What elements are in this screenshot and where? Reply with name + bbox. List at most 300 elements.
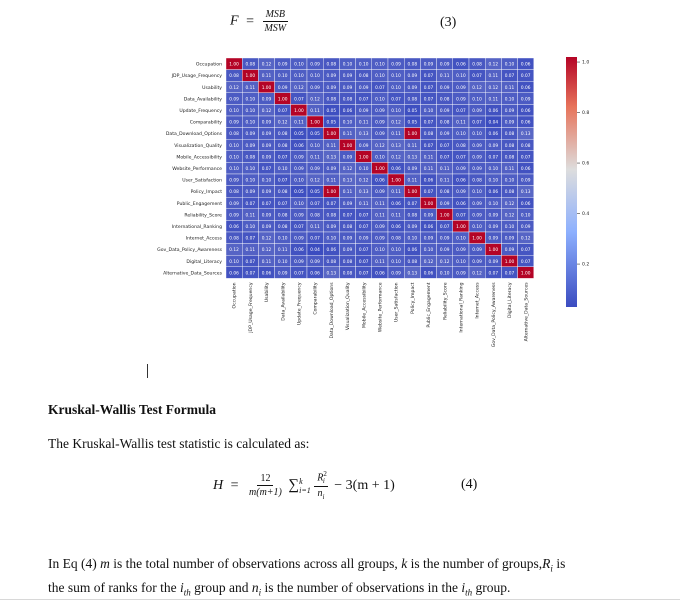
heatmap-cell-label: 0.06 — [423, 225, 434, 230]
heatmap-cell-label: 0.07 — [472, 120, 482, 126]
heatmap-cell-label: 0.10 — [245, 97, 256, 103]
heatmap-cell-label: 0.12 — [310, 97, 320, 103]
heatmap-cell-label: 0.10 — [520, 213, 531, 219]
heatmap-cell-label: 0.08 — [326, 97, 337, 103]
heatmap-cell-label: 0.11 — [375, 201, 385, 207]
heatmap-cell-label: 0.10 — [391, 74, 401, 80]
heatmap-cell-label: 0.10 — [261, 178, 272, 184]
heatmap-cell-label: 0.09 — [504, 120, 515, 126]
text-segment: group. — [472, 580, 511, 595]
heatmap-cell-label: 0.09 — [326, 225, 337, 230]
x-tick-label: Mobile_Accessibility — [362, 282, 368, 329]
heatmap-cell-label: 0.13 — [407, 155, 418, 161]
heatmap-cell-label: 0.09 — [358, 85, 369, 91]
heatmap-cell-label: 0.07 — [245, 259, 256, 265]
heatmap-cell-label: 0.08 — [342, 259, 353, 265]
heatmap-cell-label: 0.06 — [520, 62, 531, 68]
eq4-term-n: n — [317, 488, 323, 500]
heatmap-cell-label: 0.09 — [456, 85, 466, 91]
heatmap-cell-label: 0.11 — [391, 132, 401, 138]
explanation-line-2 — [48, 580, 510, 598]
heatmap-cell-label: 0.10 — [504, 225, 515, 230]
heatmap-cell-label: 0.09 — [375, 236, 385, 242]
heatmap-cell-label: 0.10 — [326, 236, 337, 242]
heatmap-cell-label: 0.10 — [229, 167, 239, 172]
heatmap-cell-label: 0.10 — [488, 201, 499, 207]
heatmap-cell-label: 0.12 — [472, 271, 482, 277]
y-tick-label: Occupation — [195, 62, 222, 68]
heatmap-cell-label: 0.07 — [310, 236, 320, 242]
heatmap-cell-label: 0.06 — [488, 132, 499, 138]
var-i: i — [461, 580, 466, 595]
section-heading: Kruskal-Wallis Test Formula — [48, 402, 217, 417]
heatmap-cell-label: 0.09 — [245, 143, 256, 149]
heatmap-cell-label: 0.06 — [456, 178, 466, 184]
heatmap-cell-label: 0.09 — [294, 155, 304, 161]
heatmap-cell-label: 0.12 — [488, 62, 499, 68]
heatmap-cell-label: 0.09 — [407, 225, 418, 230]
heatmap-cell-label: 0.11 — [294, 120, 304, 126]
eq3-lhs: F — [230, 13, 239, 29]
heatmap-cell-label: 0.06 — [229, 225, 239, 230]
heatmap-cell-label: 0.06 — [520, 120, 531, 126]
heatmap-cell-label: 0.13 — [358, 132, 369, 138]
heatmap-cell-label: 0.10 — [310, 143, 320, 149]
text-segment: the sum of ranks for the — [48, 580, 180, 595]
heatmap-cell-label: 0.08 — [407, 259, 418, 265]
heatmap-cell-label: 0.07 — [310, 201, 320, 207]
colorbar — [566, 57, 577, 307]
heatmap-cell-label: 0.09 — [439, 62, 450, 68]
heatmap-cell-label: 0.06 — [520, 109, 531, 114]
heatmap-cell-label: 0.09 — [472, 259, 482, 265]
x-tick-label: Alternative_Data_Sources — [524, 282, 530, 342]
heatmap-cell-label: 1.00 — [294, 109, 304, 114]
heatmap-cell-label: 0.11 — [504, 85, 515, 91]
heatmap-cell-label: 0.10 — [456, 236, 466, 242]
heatmap-cell-label: 0.10 — [472, 225, 482, 230]
heatmap-cell-label: 0.09 — [261, 132, 272, 138]
heatmap-cell-label: 0.10 — [310, 74, 320, 80]
heatmap-cell-label: 1.00 — [326, 190, 337, 196]
heatmap-cell-label: 0.09 — [504, 236, 515, 242]
heatmap-cell-label: 0.09 — [407, 74, 418, 80]
heatmap-cell-label: 0.10 — [229, 109, 239, 114]
heatmap-cell-label: 0.08 — [407, 97, 418, 103]
heatmap-cell-label: 0.10 — [277, 167, 288, 172]
heatmap-cell-label: 0.07 — [439, 225, 450, 230]
x-tick-label: Data_Availability — [281, 282, 287, 321]
heatmap-cell-label: 0.06 — [342, 109, 353, 114]
y-tick-label: Alternative_Data_Sources — [163, 271, 222, 277]
heatmap-cell-label: 0.09 — [229, 97, 239, 103]
x-tick-label: Data_Download_Options — [329, 282, 335, 339]
text-segment: is the number of groups, — [407, 556, 543, 571]
heatmap-cell-label: 0.11 — [423, 155, 434, 161]
colorbar-tick-label: 0.8 — [582, 111, 590, 117]
heatmap-cell-label: 0.07 — [472, 74, 482, 80]
heatmap-cell-label: 0.06 — [375, 271, 385, 277]
heatmap-cell-label: 0.08 — [277, 190, 288, 196]
heatmap-cell-label: 0.11 — [326, 178, 337, 184]
heatmap-cell-label: 0.13 — [520, 132, 531, 138]
heatmap-cell-label: 1.00 — [407, 190, 418, 196]
heatmap-cell-label: 0.09 — [294, 236, 304, 242]
x-tick-label: User_Satisfaction — [394, 282, 400, 323]
heatmap-cell-label: 0.11 — [375, 213, 385, 219]
heatmap-cell-label: 0.07 — [456, 155, 466, 161]
heatmap-cell-label: 1.00 — [488, 248, 499, 254]
heatmap-cell-label: 0.13 — [326, 271, 337, 277]
heatmap-cell-label: 0.12 — [261, 62, 272, 68]
heatmap-cell-label: 0.06 — [229, 271, 239, 277]
heatmap-cell-label: 0.09 — [310, 259, 320, 265]
heatmap-cell-label: 0.12 — [439, 259, 450, 265]
heatmap-cell-label: 0.06 — [261, 271, 272, 277]
text-segment: is the total number of observations across all groups, — [109, 556, 402, 571]
y-tick-label: Reliability_Score — [184, 213, 222, 219]
heatmap-cell-label: 0.12 — [375, 143, 385, 149]
text-segment: In Eq (4) — [48, 556, 101, 571]
heatmap-cell-label: 0.09 — [423, 213, 434, 219]
heatmap-cell-label: 0.07 — [358, 97, 369, 103]
heatmap-cell-label: 0.10 — [407, 236, 418, 242]
heatmap-cell-label: 0.07 — [358, 259, 369, 265]
heatmap-cell-label: 0.08 — [229, 74, 239, 80]
heatmap-cell-label: 0.09 — [520, 97, 531, 103]
heatmap-cell-label: 0.09 — [488, 236, 499, 242]
heatmap-cell-label: 0.09 — [261, 97, 272, 103]
heatmap-cell-label: 0.04 — [488, 120, 499, 126]
heatmap-cell-label: 0.10 — [277, 236, 288, 242]
eq4-term-sup: 2 — [323, 470, 327, 478]
heatmap-cell-label: 0.13 — [358, 190, 369, 196]
sub-th: th — [465, 587, 473, 598]
text-cursor — [147, 364, 148, 378]
heatmap-cell-label: 0.11 — [439, 178, 450, 184]
heatmap-cell-label: 0.12 — [520, 236, 531, 242]
heatmap-cell-label: 0.09 — [472, 201, 482, 207]
heatmap-cell-label: 0.10 — [391, 109, 401, 114]
heatmap-cell-label: 0.10 — [245, 178, 256, 184]
heatmap-cell-label: 0.10 — [245, 167, 256, 172]
y-tick-label: User_Satisfaction — [182, 178, 222, 184]
heatmap-cell-label: 0.09 — [229, 201, 239, 207]
heatmap-cell-label: 0.09 — [456, 167, 466, 172]
heatmap-cell-label: 0.09 — [326, 167, 337, 172]
heatmap-cell-label: 0.11 — [358, 201, 369, 207]
heatmap-cell-label: 0.09 — [375, 109, 385, 114]
text-segment: is the number of observations in the — [261, 580, 462, 595]
y-tick-label: Public_Engagement — [176, 201, 222, 207]
heatmap-cell-label: 0.07 — [375, 85, 385, 91]
heatmap-cell-label: 0.09 — [456, 248, 466, 254]
heatmap-cell-label: 0.11 — [326, 143, 337, 149]
heatmap-cell-label: 0.09 — [245, 190, 256, 196]
heatmap-cell-label: 0.08 — [439, 120, 450, 126]
heatmap-cell-label: 0.08 — [456, 143, 466, 149]
heatmap-cell-label: 0.09 — [504, 109, 515, 114]
heatmap-cell-label: 1.00 — [391, 178, 401, 184]
heatmap-cell-label: 0.07 — [439, 143, 450, 149]
heatmap-cell-label: 0.05 — [294, 190, 304, 196]
heatmap-cell-label: 0.09 — [488, 213, 499, 219]
heatmap-cell-label: 0.09 — [472, 248, 482, 254]
heatmap-cell-label: 0.10 — [375, 155, 385, 161]
heatmap-cell-label: 0.13 — [342, 178, 353, 184]
heatmap-cell-label: 0.09 — [277, 271, 288, 277]
heatmap-cell-label: 0.08 — [407, 62, 418, 68]
heatmap-cell-label: 0.07 — [423, 120, 434, 126]
heatmap-cell-label: 1.00 — [261, 85, 272, 91]
x-tick-label: Digital_Literacy — [508, 282, 514, 319]
heatmap-cell-label: 0.07 — [277, 178, 288, 184]
heatmap-cell-label: 0.12 — [342, 167, 353, 172]
heatmap-cell-label: 0.06 — [391, 201, 401, 207]
heatmap-cell-label: 0.10 — [375, 62, 385, 68]
heatmap-cell-label: 0.11 — [391, 213, 401, 219]
y-tick-label: Website_Performance — [172, 167, 222, 172]
heatmap-cell-label: 0.12 — [358, 178, 369, 184]
heatmap-cell-label: 0.09 — [277, 62, 288, 68]
heatmap-cell-label: 0.07 — [488, 271, 499, 277]
heatmap-cell-label: 0.10 — [229, 143, 239, 149]
heatmap-cell-label: 0.07 — [342, 213, 353, 219]
heatmap-cell-label: 0.09 — [520, 225, 531, 230]
heatmap-cell-label: 0.10 — [504, 178, 515, 184]
heatmap-cell-label: 0.07 — [423, 97, 434, 103]
heatmap-cell-label: 0.09 — [375, 132, 385, 138]
colorbar-tick-label: 0.2 — [582, 262, 590, 268]
heatmap-cell-label: 0.10 — [375, 74, 385, 80]
heatmap-cell-label: 0.12 — [310, 178, 320, 184]
heatmap-cell-label: 0.07 — [245, 236, 256, 242]
heatmap-cell-label: 0.09 — [294, 213, 304, 219]
eq4-term-den-sub: i — [322, 493, 325, 502]
heatmap-cell-label: 0.07 — [423, 143, 434, 149]
x-tick-label: Reliability_Score — [443, 282, 449, 321]
heatmap-cell-label: 0.13 — [407, 271, 418, 277]
heatmap-cell-label: 0.09 — [439, 109, 450, 114]
heatmap-cell-label: 0.11 — [245, 248, 256, 254]
heatmap-cell-label: 0.09 — [375, 120, 385, 126]
heatmap-cell-label: 0.10 — [391, 248, 401, 254]
heatmap-cell-label: 0.07 — [358, 271, 369, 277]
heatmap-cell-label: 0.08 — [245, 62, 256, 68]
x-tick-label: Comparability — [313, 282, 319, 315]
heatmap-cell-label: 0.11 — [342, 132, 353, 138]
heatmap-cell-label: 0.13 — [326, 155, 337, 161]
heatmap-cell-label: 0.07 — [294, 271, 304, 277]
eq4-coef-numerator: 12 — [257, 473, 273, 486]
heatmap-cell-label: 0.10 — [504, 62, 515, 68]
heatmap-cell-label: 0.10 — [358, 167, 369, 172]
heatmap-cell-label: 1.00 — [358, 155, 369, 161]
heatmap-cell-label: 0.10 — [277, 259, 288, 265]
heatmap-cell-label: 0.08 — [277, 213, 288, 219]
heatmap-cell-label: 0.08 — [277, 132, 288, 138]
heatmap-cell-label: 0.12 — [472, 85, 482, 91]
eq4-equals: = — [230, 477, 239, 493]
heatmap-cell-label: 0.12 — [391, 120, 401, 126]
heatmap-cell-label: 0.05 — [407, 120, 418, 126]
heatmap-cell-label: 0.06 — [456, 62, 466, 68]
heatmap-cell-label: 0.09 — [439, 201, 450, 207]
heatmap-cell-label: 0.11 — [488, 97, 499, 103]
heatmap-cell-label: 0.09 — [488, 259, 499, 265]
x-tick-label: Occupation — [232, 282, 238, 309]
x-tick-label: International_Ranking — [459, 282, 465, 333]
heatmap-cell-label: 1.00 — [342, 143, 353, 149]
heatmap-cell-label: 0.07 — [277, 201, 288, 207]
heatmap-cell-label: 0.11 — [456, 120, 466, 126]
heatmap-cell-label: 0.12 — [391, 155, 401, 161]
heatmap-cell-label: 0.10 — [245, 225, 256, 230]
heatmap-cell-label: 0.09 — [423, 62, 434, 68]
heatmap-cell-label: 0.09 — [358, 109, 369, 114]
heatmap-cell-label: 0.08 — [277, 143, 288, 149]
heatmap-cell-label: 1.00 — [310, 120, 320, 126]
heatmap-cell-label: 0.10 — [423, 109, 434, 114]
intro-text: The Kruskal-Wallis test statistic is calculated as: — [48, 436, 310, 451]
heatmap-cell-label: 0.10 — [229, 259, 239, 265]
heatmap-cell-label: 0.09 — [375, 190, 385, 196]
heatmap-cell-label: 0.07 — [423, 85, 434, 91]
heatmap-cell-label: 0.09 — [310, 167, 320, 172]
heatmap-cell-label: 0.07 — [261, 201, 272, 207]
heatmap-cell-label: 0.09 — [326, 74, 337, 80]
heatmap-cell-label: 0.07 — [277, 109, 288, 114]
heatmap-cell-label: 0.07 — [456, 213, 466, 219]
heatmap-cell-label: 0.09 — [261, 143, 272, 149]
heatmap-cell-label: 1.00 — [472, 236, 482, 242]
equation-4-number: (4) — [461, 477, 478, 492]
y-tick-label: Data_Download_Options — [165, 132, 222, 138]
eq4-sum-limits — [299, 477, 311, 495]
heatmap-cell-label: 0.09 — [261, 225, 272, 230]
y-tick-label: Digital_Literacy — [186, 259, 222, 265]
eq4-sum-symbol: ∑ — [288, 477, 300, 494]
y-tick-label: Gov_Data_Policy_Awareness — [157, 248, 222, 254]
heatmap-cell-label: 0.11 — [277, 248, 288, 254]
var-k: k — [401, 556, 408, 571]
heatmap-cell-label: 0.09 — [245, 132, 256, 138]
heatmap-cell-label: 0.09 — [342, 85, 353, 91]
x-tick-label: Usability — [265, 282, 271, 303]
sub-i: i — [258, 587, 262, 598]
heatmap-cell-label: 0.06 — [294, 248, 304, 254]
heatmap-cell-label: 0.08 — [504, 143, 515, 149]
heatmap-cell-label: 0.08 — [391, 236, 401, 242]
heatmap-cell-label: 0.07 — [520, 248, 531, 254]
heatmap-cell-label: 0.09 — [342, 248, 353, 254]
heatmap-cell-label: 0.10 — [358, 62, 369, 68]
heatmap-cell-label: 0.11 — [391, 190, 401, 196]
var-n: n — [251, 580, 259, 595]
heatmap-cell-label: 0.09 — [342, 201, 353, 207]
heatmap-cell-label: 0.08 — [423, 132, 434, 138]
heatmap-cell-label: 0.09 — [504, 248, 515, 254]
x-tick-label: Update_Frequency — [297, 282, 303, 326]
heatmap-cell-label: 0.09 — [342, 74, 353, 80]
heatmap-cell-label: 0.12 — [504, 213, 515, 219]
heatmap-cell-label: 0.09 — [439, 132, 450, 138]
eq4-coefficient — [246, 473, 285, 498]
y-tick-label: Policy_Impact — [190, 190, 222, 196]
heatmap-cell-label: 0.09 — [342, 236, 353, 242]
heatmap-cell-label: 0.09 — [472, 213, 482, 219]
heatmap-cell-label: 0.07 — [358, 225, 369, 230]
heatmap-cell-label: 0.09 — [472, 143, 482, 149]
heatmap-cell-label: 0.08 — [326, 62, 337, 68]
eq4-term-denominator — [315, 487, 328, 501]
heatmap-cell-label: 0.10 — [277, 74, 288, 80]
heatmap-cell-label: 0.09 — [391, 62, 401, 68]
var-R: R — [542, 556, 551, 571]
heatmap-cell-label: 0.11 — [245, 213, 256, 219]
heatmap-cell-label: 0.10 — [423, 248, 434, 254]
heatmap-cell-label: 0.10 — [439, 271, 450, 277]
heatmap-cell-label: 0.11 — [439, 167, 450, 172]
heatmap-cell-label: 0.09 — [229, 178, 239, 184]
text-segment: is — [552, 556, 566, 571]
y-tick-label: Usability — [202, 85, 222, 91]
x-tick-label: JDP_Usage_Frequency — [248, 282, 254, 333]
heatmap-cell-label: 0.09 — [439, 236, 450, 242]
heatmap-cell-label: 0.11 — [504, 167, 515, 172]
y-tick-label: Mobile_Accessibility — [176, 155, 222, 161]
heatmap-cell-label: 0.10 — [488, 167, 499, 172]
heatmap-cell-label: 0.09 — [261, 120, 272, 126]
heatmap-cell-label: 1.00 — [229, 62, 239, 68]
heatmap-cell-label: 0.08 — [342, 271, 353, 277]
heatmap-cell-label: 0.09 — [423, 236, 434, 242]
heatmap-cell-label: 1.00 — [520, 271, 531, 277]
heatmap-cell-label: 0.06 — [488, 109, 499, 114]
heatmap-cell-label: 0.08 — [439, 190, 450, 196]
heatmap-cell-label: 0.09 — [277, 85, 288, 91]
y-tick-label: Data_Availability — [183, 97, 222, 103]
heatmap-cell-label: 0.06 — [520, 85, 531, 91]
heatmap-cell-label: 0.10 — [245, 120, 256, 126]
eq4-tail: − 3(m + 1) — [334, 477, 395, 493]
heatmap-cell-label: 0.12 — [261, 248, 272, 254]
heatmap-cell-label: 0.10 — [375, 97, 385, 103]
heatmap-cell-label: 0.06 — [294, 143, 304, 149]
heatmap-cell-label: 0.08 — [472, 62, 482, 68]
heatmap-cell-label: 0.11 — [407, 178, 418, 184]
heatmap-cell-label: 0.09 — [472, 155, 482, 161]
heatmap-cell-label: 0.11 — [310, 225, 320, 230]
equation-3-number: (3) — [440, 15, 457, 30]
text-segment: group and — [190, 580, 252, 595]
heatmap-cell-label: 0.10 — [342, 120, 353, 126]
heatmap-cell-label: 0.08 — [342, 225, 353, 230]
x-tick-label: Public_Engagement — [427, 282, 433, 328]
heatmap-cell-label: 0.09 — [310, 62, 320, 68]
page-bottom-rule — [0, 599, 680, 600]
y-tick-label: Internet_Access — [185, 236, 222, 242]
heatmap-cell-label: 0.10 — [294, 62, 304, 68]
heatmap-cell-label: 0.10 — [375, 248, 385, 254]
heatmap-cell-label: 0.07 — [423, 74, 434, 80]
heatmap-cell-label: 0.10 — [472, 132, 482, 138]
eq3-equals: = — [246, 13, 254, 29]
y-tick-label: International_Ranking — [171, 225, 222, 230]
heatmap-cell-label: 0.10 — [456, 132, 466, 138]
heatmap-cell-label: 1.00 — [245, 74, 256, 80]
heatmap-cell-label: 0.10 — [456, 259, 466, 265]
